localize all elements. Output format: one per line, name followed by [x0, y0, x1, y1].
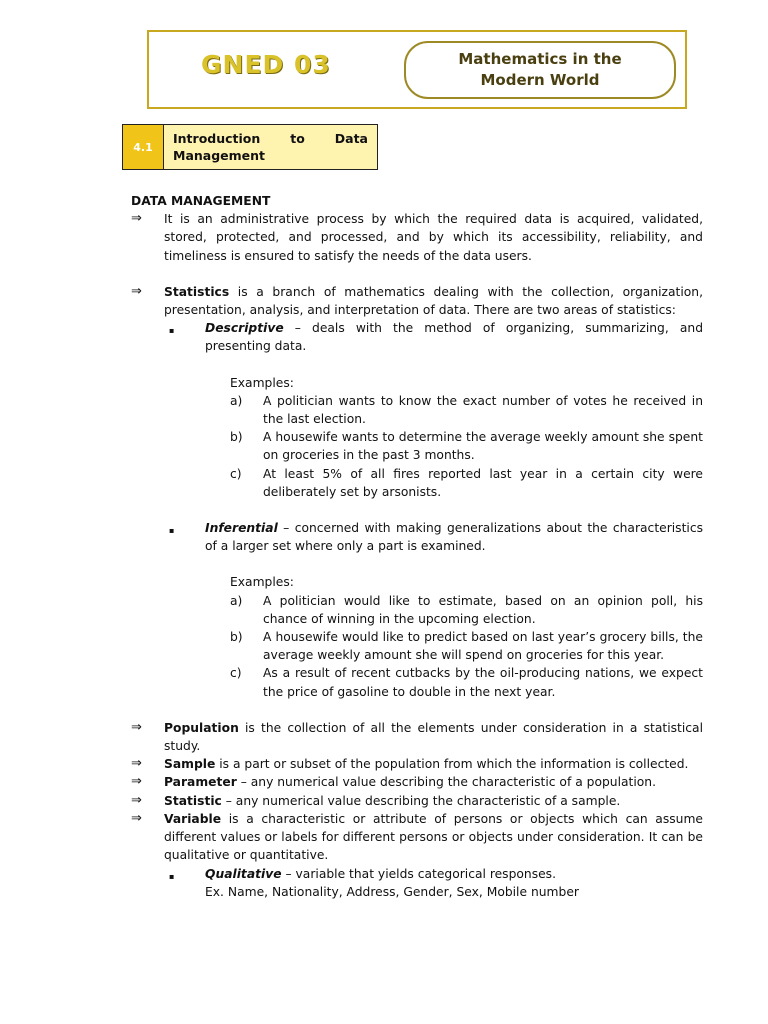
example-letter: a) — [230, 593, 243, 608]
term-inferential: Inferential — [205, 521, 278, 536]
population-text: is the collection of all the elements under consideration in a statistical study. — [164, 720, 703, 754]
example-item — [230, 428, 703, 464]
course-code: GNED 03 — [201, 50, 331, 79]
section-header — [122, 124, 378, 170]
definition-text: It is an administrative process by which the required data is acquired, validated, stored, protected, and processed, and by which its accessibility, reliability, and timeliness is ensured to satisfy the needs of the data users. — [164, 212, 703, 263]
sub-item-inferential — [169, 519, 703, 555]
list-item-sample — [131, 755, 703, 773]
arrow-icon: ⇒ — [131, 774, 142, 790]
example-text: A housewife would like to predict based on last year’s grocery bills, the average weekly amount she will spend on groceries for this year. — [263, 630, 703, 663]
example-text: A housewife wants to determine the average weekly amount she spent on groceries in the past 3 months. — [263, 430, 703, 463]
example-letter: a) — [230, 393, 243, 408]
term-statistics: Statistics — [164, 284, 230, 299]
arrow-icon: ⇒ — [131, 792, 142, 808]
list-item-statistic — [131, 792, 703, 810]
example-text: As a result of recent cutbacks by the oil-producing nations, we expect the price of gasoline to double in the next year. — [263, 666, 703, 699]
bullet-icon: ▪ — [169, 871, 175, 881]
document-body — [131, 192, 703, 901]
list-item-variable — [131, 810, 703, 865]
sub-item-descriptive — [169, 319, 703, 355]
example-letter: c) — [230, 466, 242, 481]
variable-text: is a characteristic or attribute of persons or objects which can assume different values or labels for different persons or objects under consideration. It can be qualitative or quantitative. — [164, 811, 703, 863]
inferential-text: – concerned with making generalizations about the characteristics of a larger set where only a part is examined. — [205, 521, 703, 554]
section-title: Introduction to Data Management — [173, 131, 368, 163]
term-population: Population — [164, 720, 239, 735]
example-text: A politician wants to know the exact number of votes he received in the last election. — [263, 393, 703, 427]
example-item — [230, 664, 703, 700]
page-heading: DATA MANAGEMENT — [131, 194, 271, 208]
qualitative-text: – variable that yields categorical responses. — [281, 866, 556, 881]
arrow-icon: ⇒ — [131, 283, 142, 299]
course-title-pill — [404, 41, 676, 99]
arrow-icon: ⇒ — [131, 211, 142, 227]
term-statistic: Statistic — [164, 793, 222, 808]
list-item-parameter — [131, 773, 703, 791]
qualitative-example: Ex. Name, Nationality, Address, Gender, Sex, Mobile number — [205, 884, 579, 899]
list-item-statistics — [131, 283, 703, 319]
examples-label: Examples: — [230, 575, 294, 590]
list-item-population — [131, 719, 703, 755]
example-item — [230, 392, 703, 428]
course-title: Mathematics in the Modern World — [458, 50, 622, 89]
example-letter: b) — [230, 630, 243, 645]
statistic-text: – any numerical value describing the characteristic of a sample. — [221, 793, 621, 808]
examples-label: Examples: — [230, 375, 294, 390]
statistics-text: is a branch of mathematics dealing with the collection, organization, presentation, analysis, and interpretation of data. There are two areas of statistics: — [164, 284, 703, 318]
descriptive-text: – deals with the method of organizing, summarizing, and presenting data. — [205, 321, 703, 354]
term-sample: Sample — [164, 757, 216, 772]
example-item — [230, 592, 703, 628]
course-banner — [147, 30, 687, 109]
term-qualitative: Qualitative — [205, 866, 282, 881]
term-variable: Variable — [164, 811, 222, 826]
example-letter: c) — [230, 666, 242, 681]
term-parameter: Parameter — [164, 775, 237, 790]
sample-text: is a part or subset of the population from which the information is collected. — [215, 757, 689, 772]
bullet-icon: ▪ — [169, 526, 175, 536]
arrow-icon: ⇒ — [131, 756, 142, 772]
example-text: A politician would like to estimate, based on an opinion poll, his chance of winning in the upcoming election. — [263, 593, 703, 626]
example-item — [230, 465, 703, 501]
parameter-text: – any numerical value describing the characteristic of a population. — [236, 775, 656, 790]
arrow-icon: ⇒ — [131, 719, 142, 735]
bullet-icon: ▪ — [169, 326, 175, 336]
term-descriptive: Descriptive — [205, 321, 284, 336]
section-number: 4.1 — [123, 125, 164, 169]
example-item — [230, 628, 703, 664]
list-item-data-management — [131, 210, 703, 265]
example-letter: b) — [230, 430, 243, 445]
arrow-icon: ⇒ — [131, 810, 142, 826]
example-text: At least 5% of all fires reported last year in a certain city were deliberately set by arsonists. — [263, 466, 703, 499]
sub-item-qualitative — [169, 865, 703, 901]
